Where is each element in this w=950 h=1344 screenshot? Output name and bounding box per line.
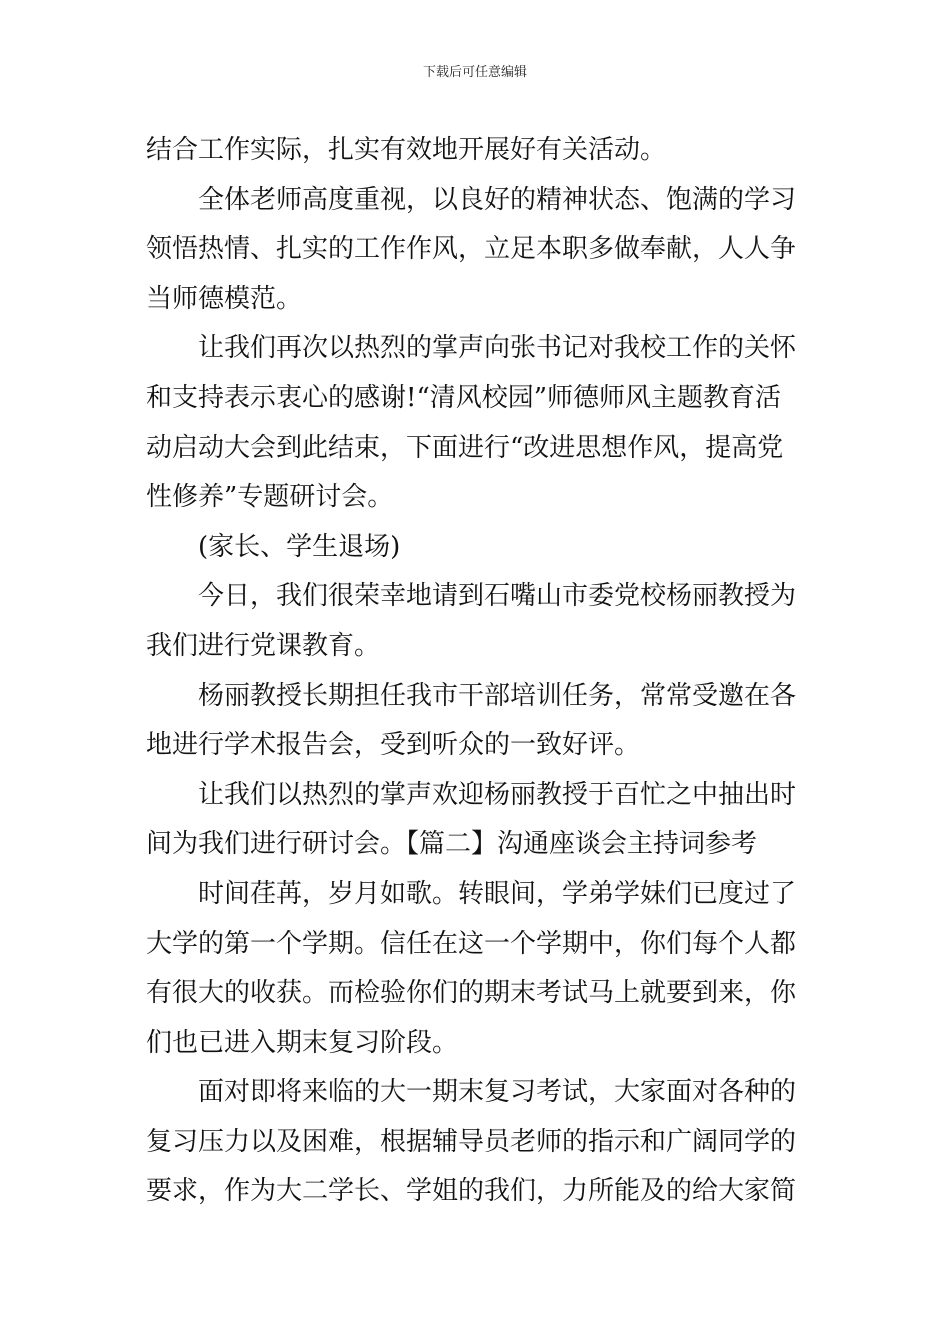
text-line: 有很大的收获。而检验你们的期末考试马上就要到来，你 (146, 978, 797, 1009)
text-line: 复习压力以及困难，根据辅导员老师的指示和广阔同学的 (146, 1126, 797, 1157)
text-line: 杨丽教授长期担任我市干部培训任务，常常受邀在各 (198, 680, 797, 711)
text-line: (家长、学生退场) (198, 531, 401, 562)
text-line: 们也已进入期末复习阶段。 (146, 1027, 459, 1058)
text-line: 结合工作实际，扎实有效地开展好有关活动。 (146, 135, 667, 165)
page-header: 下载后可任意编辑 (422, 65, 527, 80)
text-line: 和支持表示衷心的感谢!“清风校园”师德师风主题教育活 (146, 382, 782, 413)
text-line: 面对即将来临的大一期末复习考试，大家面对各种的 (198, 1077, 797, 1108)
text-line: 性修养”专题研讨会。 (146, 482, 394, 513)
text-line: 动启动大会到此结束，下面进行“改进思想作风，提高党 (146, 432, 784, 463)
text-line: 间为我们进行研讨会。【篇二】沟通座谈会主持词参考 (146, 829, 758, 860)
text-line: 地进行学术报告会，受到听众的一致好评。 (146, 730, 641, 761)
document-body (146, 126, 806, 1217)
text-line: 当师德模范。 (146, 283, 303, 314)
text-line: 让我们以热烈的掌声欢迎杨丽教授于百忙之中抽出时 (198, 779, 797, 810)
text-line: 领悟热情、扎实的工作作风，立足本职多做奉献，人人争 (146, 234, 797, 265)
text-line: 让我们再次以热烈的掌声向张书记对我校工作的关怀 (198, 333, 797, 364)
text-line: 大学的第一个学期。信任在这一个学期中，你们每个人都 (146, 928, 797, 959)
text-line: 全体老师高度重视，以良好的精神状态、饱满的学习 (198, 184, 797, 215)
text-line: 时间荏苒，岁月如歌。转眼间，学弟学妹们已度过了 (198, 878, 797, 909)
text-line: 今日，我们很荣幸地请到石嘴山市委党校杨丽教授为 (198, 581, 797, 612)
text-line: 我们进行党课教育。 (146, 630, 381, 661)
text-line: 要求，作为大二学长、学姐的我们，力所能及的给大家简 (146, 1176, 797, 1207)
